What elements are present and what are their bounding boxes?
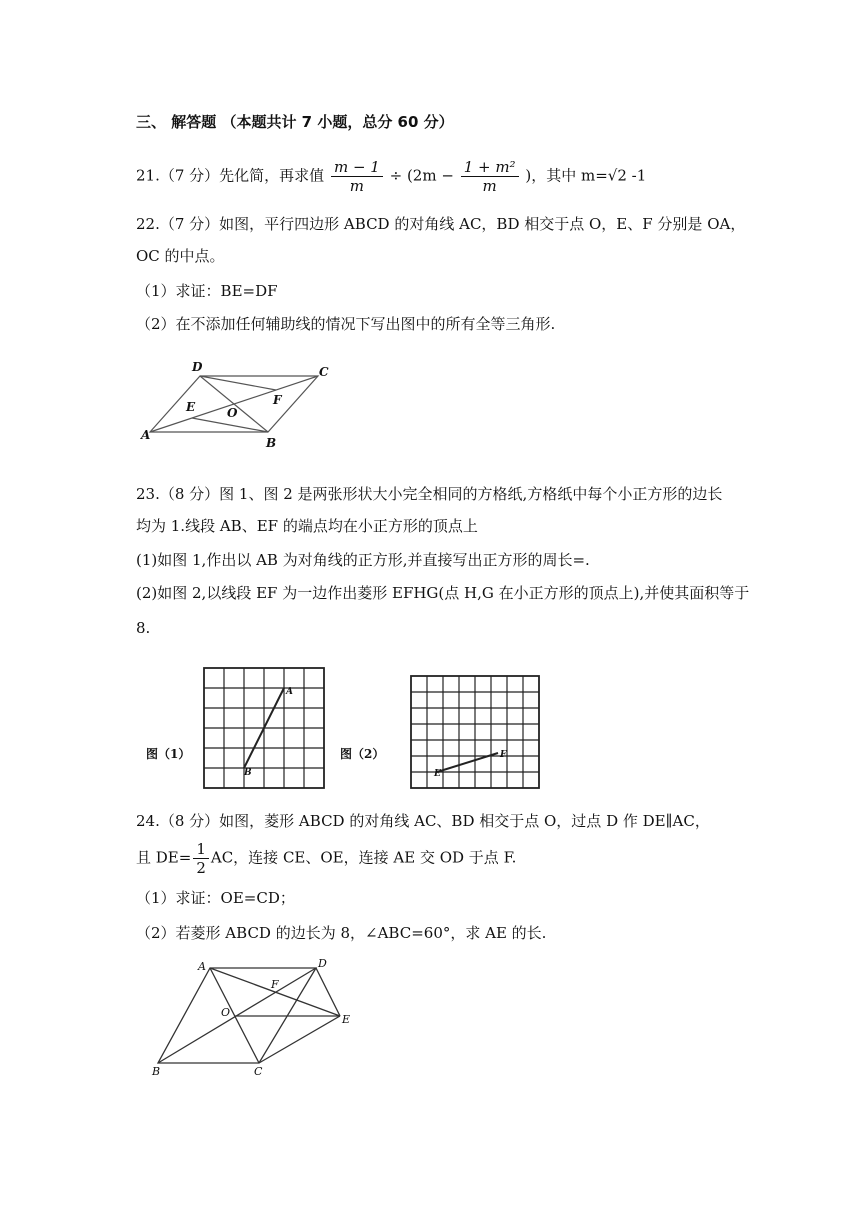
q21-frac2-denominator: m <box>482 177 497 195</box>
q21-frac1-numerator: m − 1 <box>331 158 383 177</box>
q24-line1: 24.（8 分）如图，菱形 ABCD 的对角线 AC、BD 相交于点 O，过点 D 作 DE∥AC， <box>136 812 710 830</box>
grid-2 <box>411 676 539 788</box>
fig2-label: 图（2） <box>340 747 385 761</box>
q21-suffix: )，其中 m=√2 -1 <box>525 166 647 185</box>
q24-half-numerator: 1 <box>193 840 209 859</box>
q24-label-E: E <box>342 1013 351 1026</box>
q23-part2: (2)如图 2,以线段 EF 为一边作出菱形 EFHG(点 H,G 在小正方形的顶点上),并使其面积等于 <box>136 584 750 602</box>
q23-label-F: F <box>500 750 507 760</box>
q22-label-E: E <box>186 400 196 414</box>
grid-1 <box>204 668 324 788</box>
q23-line1: 23.（8 分）图 1、图 2 是两张形状大小完全相同的方格纸,方格纸中每个小正方形的边长 <box>136 485 723 503</box>
q22-label-F: F <box>273 393 282 407</box>
q24-label-B: B <box>152 1065 161 1078</box>
section-title: 三、 解答题 （本题共计 7 小题，总分 60 分） <box>136 113 454 131</box>
q22-label-C: C <box>319 365 329 379</box>
q23-part2b: 8. <box>136 619 151 637</box>
q22-line2: OC 的中点。 <box>136 247 225 265</box>
q24-line2 <box>136 840 516 877</box>
q22-label-A: A <box>141 428 151 442</box>
q23-part1: (1)如图 1,作出以 AB 为对角线的正方形,并直接写出正方形的周长=. <box>136 551 590 569</box>
q22-part2: （2）在不添加任何辅助线的情况下写出图中的所有全等三角形. <box>136 315 556 333</box>
q22-line1: 22.（7 分）如图，平行四边形 ABCD 的对角线 AC，BD 相交于点 O，E、F 分别是 OA， <box>136 215 746 233</box>
q23-label-A: A <box>286 687 293 697</box>
q23-figures <box>140 662 560 794</box>
q22-label-O: O <box>227 406 238 420</box>
q22-label-B: B <box>266 436 277 450</box>
q23-label-E: E <box>434 769 441 779</box>
q24-part2: （2）若菱形 ABCD 的边长为 8，∠ABC=60°，求 AE 的长. <box>136 924 547 942</box>
q21-prefix: 21.（7 分）先化简，再求值 <box>136 166 325 185</box>
q22-label-D: D <box>192 360 203 374</box>
q24-figure <box>148 956 368 1078</box>
q24-label-A: A <box>198 960 206 973</box>
q24-line2-pre: 且 DE= <box>136 848 192 867</box>
question-21 <box>136 158 646 195</box>
q22-part1: （1）求证：BE=DF <box>136 282 278 300</box>
q24-part1: （1）求证：OE=CD； <box>136 889 295 907</box>
q23-label-B: B <box>244 768 252 778</box>
q22-figure <box>140 358 340 450</box>
q24-line2-post: AC，连接 CE、OE，连接 AE 交 OD 于点 F. <box>210 848 517 867</box>
q24-label-C: C <box>254 1065 263 1078</box>
q21-mid: ÷ (2m − <box>389 166 454 185</box>
q21-frac1-denominator: m <box>349 177 364 195</box>
q21-fraction-2 <box>461 158 519 195</box>
fig1-label: 图（1） <box>146 747 191 761</box>
q24-label-F: F <box>271 978 279 991</box>
q24-label-O: O <box>221 1006 231 1019</box>
q21-frac2-numerator: 1 + m² <box>461 158 519 177</box>
q21-fraction-1 <box>331 158 383 195</box>
q24-half-denominator: 2 <box>196 859 206 877</box>
q24-label-D: D <box>318 957 327 970</box>
q23-line2: 均为 1.线段 AB、EF 的端点均在小正方形的顶点上 <box>136 517 478 535</box>
q24-half-fraction <box>193 840 209 877</box>
